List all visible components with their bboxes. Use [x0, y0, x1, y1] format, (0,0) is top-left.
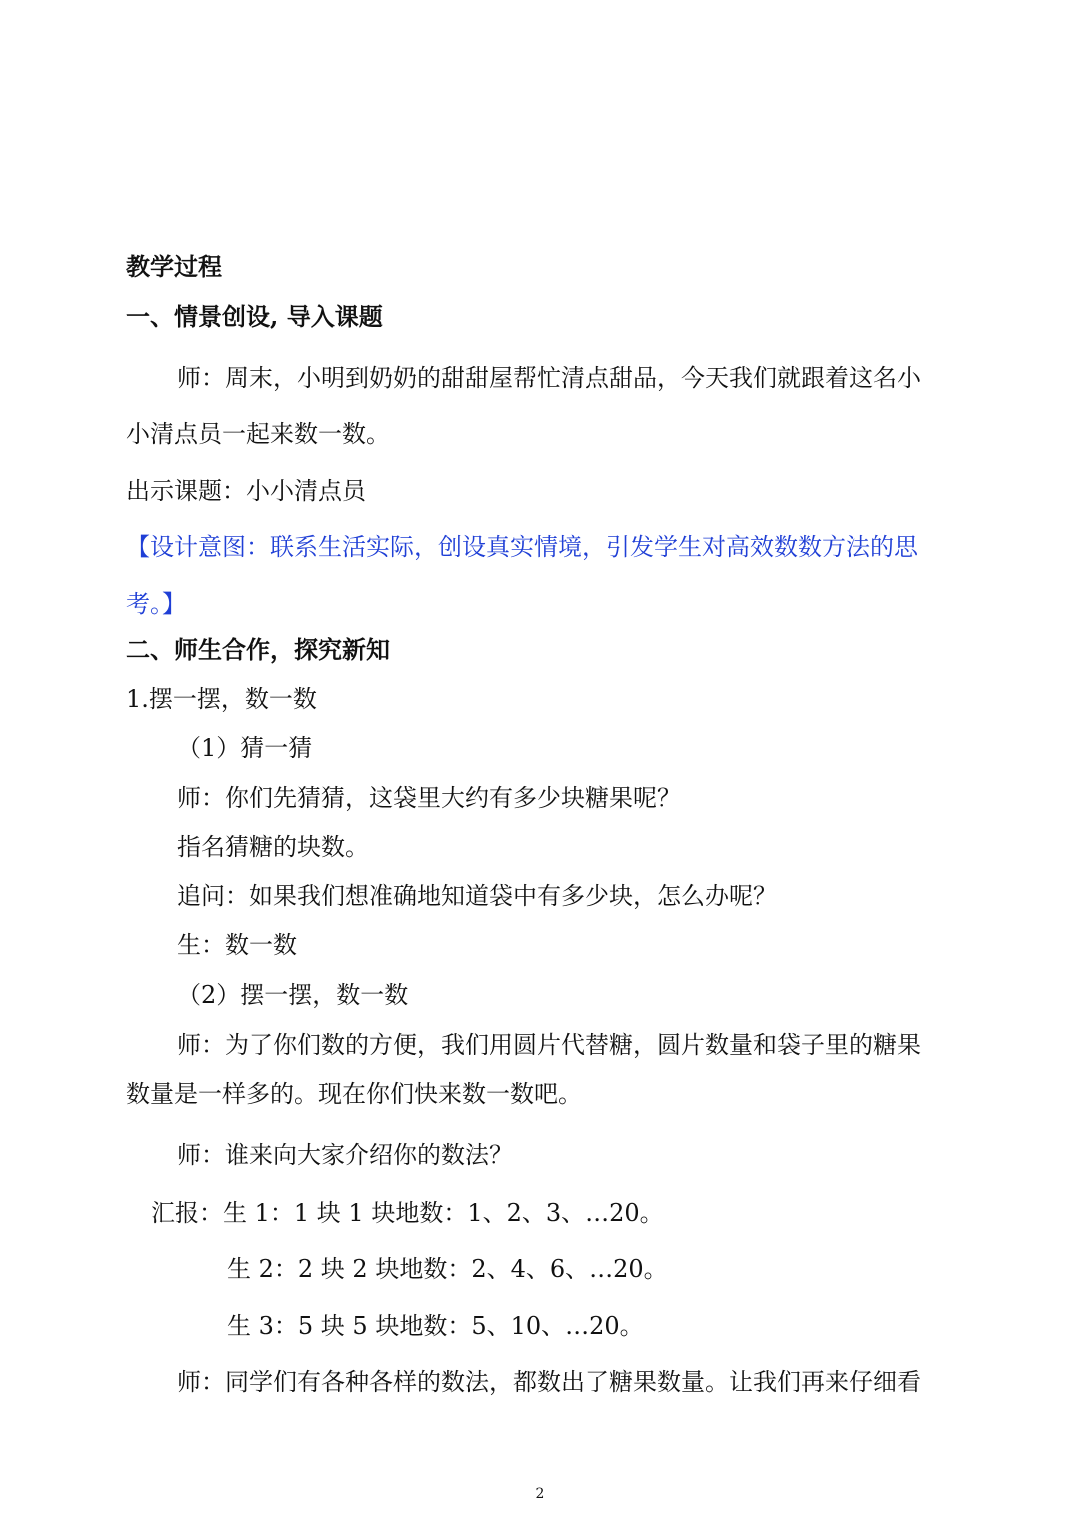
answer-1: 生：数一数	[177, 931, 297, 959]
section1-title: 一、情景创设, 导入课题	[126, 302, 383, 331]
design-intent-line1: 【设计意图：联系生活实际，创设真实情境，引发学生对高效数数方法的思	[126, 533, 918, 561]
question-2: 指名猜糖的块数。	[177, 833, 369, 861]
subsection-1-title: 1.摆一摆，数一数	[126, 685, 317, 713]
page-number: 2	[535, 1486, 545, 1502]
question-3: 追问：如果我们想准确地知道袋中有多少块，怎么办呢？	[177, 882, 777, 910]
step-1-title: （1）猜一猜	[177, 734, 313, 762]
section2-title: 二、师生合作，探究新知	[126, 635, 390, 664]
paragraph-2-line1: 师：为了你们数的方便，我们用圆片代替糖，圆片数量和袋子里的糖果	[177, 1031, 921, 1059]
report-student-2: 生 2：2 块 2 块地数：2、4、6、…20。	[227, 1255, 668, 1283]
paragraph-2-line2: 数量是一样多的。现在你们快来数一数吧。	[126, 1080, 582, 1108]
section1-paragraph-line1: 师：周末，小明到奶奶的甜甜屋帮忙清点甜品，今天我们就跟着这名小	[177, 364, 921, 392]
section1-paragraph-line2: 小清点员一起来数一数。	[126, 420, 390, 448]
section1-topic: 出示课题：小小清点员	[126, 477, 366, 505]
report-student-1: 汇报：生 1：1 块 1 块地数：1、2、3、…20。	[151, 1199, 664, 1227]
paragraph-4: 师：同学们有各种各样的数法，都数出了糖果数量。让我们再来仔细看	[177, 1368, 921, 1396]
design-intent-line2: 考。】	[126, 590, 186, 618]
question-1: 师：你们先猜猜，这袋里大约有多少块糖果呢？	[177, 784, 681, 812]
paragraph-3: 师：谁来向大家介绍你的数法？	[177, 1141, 513, 1169]
heading-teaching-process: 教学过程	[126, 252, 222, 281]
report-student-3: 生 3：5 块 5 块地数：5、10、…20。	[227, 1312, 644, 1340]
step-2-title: （2）摆一摆，数一数	[177, 981, 409, 1009]
